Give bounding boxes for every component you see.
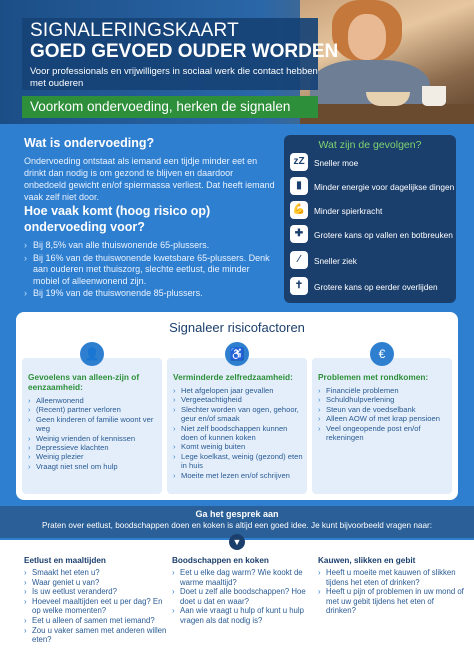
questions-heading: Eetlust en maaltijden <box>24 556 106 565</box>
list-item: › Doet u zelf alle boodschappen? Hoe doet u dat en waar? <box>172 587 318 606</box>
conversation-text: Praten over eetlust, boodschappen doen en koken is altijd een goed idee. Je kunt bijvoorbeeld vragen naar: <box>41 521 433 530</box>
list-item: › Heeft u moeite met kauwen of slikken tijdens het eten of drinken? <box>318 568 464 587</box>
risk-heading: Signaleer risicofactoren <box>169 320 305 335</box>
list-item: › Het afgelopen jaar gevallen <box>173 386 305 395</box>
consequence-item <box>290 225 454 245</box>
walker-icon: ♿ <box>225 342 249 366</box>
questions-list <box>172 568 318 626</box>
risk-list <box>318 386 450 442</box>
list-item: › Weinig vrienden of kennissen <box>28 434 160 443</box>
what-heading: Wat is ondervoeding? <box>24 136 155 150</box>
list-item: › Weinig plezier <box>28 452 160 461</box>
risk-list <box>28 396 160 471</box>
list-item: › Smaakt het eten u? <box>24 568 170 578</box>
coins-icon: € <box>370 342 394 366</box>
list-item: › Geen kinderen of familie woont ver weg <box>28 415 160 434</box>
list-item: › Slechter worden van ogen, gehoor, geur en/of smaak <box>173 405 305 424</box>
questions-list <box>24 568 170 645</box>
list-item: › Is uw eetlust veranderd? <box>24 587 170 597</box>
list-item: › Bij 19% van de thuiswonende 85-plussers. <box>24 288 276 300</box>
list-item: › Komt weinig buiten <box>173 442 305 451</box>
consequence-label: Grotere kans op vallen en botbreuken <box>314 230 453 240</box>
list-item: › Zou u vaker samen met anderen willen eten? <box>24 626 170 645</box>
battery-icon: ▮ <box>290 177 308 195</box>
list-item: › Eet u alleen of samen met iemand? <box>24 616 170 626</box>
consequence-item <box>290 251 454 271</box>
list-item: › Depressieve klachten <box>28 443 160 452</box>
list-item: › Vergeetachtigheid <box>173 395 305 404</box>
questions-list <box>318 568 464 616</box>
banner <box>22 96 318 118</box>
frequency-heading: Hoe vaak komt (hoog risico op) ondervoeding voor? <box>24 204 211 234</box>
list-item: › (Recent) partner verloren <box>28 405 160 414</box>
list-item: › Alleen AOW of met krap pensioen <box>318 414 450 423</box>
questions-section <box>0 540 474 663</box>
title-line1: SIGNALERINGSKAART <box>30 20 239 41</box>
risk-column-heading: Verminderde zelfredzaamheid: <box>173 372 293 382</box>
questions-heading: Kauwen, slikken en gebit <box>318 556 416 565</box>
consequence-item <box>290 177 454 197</box>
risk-column-finances <box>312 347 452 494</box>
consequence-item <box>290 201 454 221</box>
risk-list <box>173 386 305 480</box>
cross-icon: ✝ <box>290 277 308 295</box>
consequence-item <box>290 153 454 173</box>
consequence-label: Grotere kans op eerder overlijden <box>314 282 438 292</box>
consequence-label: Minder energie voor dagelijkse dingen <box>314 182 455 192</box>
questions-column <box>318 556 464 616</box>
list-item: › Heeft u pijn of problemen in uw mond of met uw gebit tijdens het eten of drinken? <box>318 587 464 616</box>
questions-column <box>172 556 318 626</box>
what-text: Ondervoeding ontstaat als iemand een tijdje minder eet en drinkt dan nodig is om gezond te blijven en daardoor onbedoeld gewicht en/of spiermassa verliest. Dat heeft iemand vaak zelf niet door. <box>24 156 275 202</box>
list-item: › Eet u elke dag warm? Wie kookt de warme maaltijd? <box>172 568 318 587</box>
bandage-icon: ✚ <box>290 225 308 243</box>
risk-column-heading: Problemen met rondkomen: <box>318 372 429 382</box>
title-line2: GOED GEVOED OUDER WORDEN <box>30 41 339 62</box>
risk-panel <box>16 312 458 500</box>
list-item: › Waar geniet u van? <box>24 578 170 588</box>
list-item: › Alleenwonend <box>28 396 160 405</box>
consequence-label: Minder spierkracht <box>314 206 383 216</box>
consequences-box <box>284 135 456 303</box>
consequence-label: Sneller ziek <box>314 256 357 266</box>
list-item: › Bij 8,5% van alle thuiswonende 65-plussers. <box>24 240 276 252</box>
mug-icon <box>422 86 446 106</box>
consequences-heading: Wat zijn de gevolgen? <box>318 139 422 151</box>
list-item: › Schuldhulpverlening <box>318 395 450 404</box>
list-item: › Steun van de voedselbank <box>318 405 450 414</box>
conversation-heading: Ga het gesprek aan <box>195 509 279 519</box>
consequence-item <box>290 277 454 297</box>
risk-column-self-reliance <box>167 347 307 494</box>
consequence-label: Sneller moe <box>314 158 359 168</box>
person-icon: 👤 <box>80 342 104 366</box>
chevron-down-icon: ▼ <box>229 534 245 550</box>
list-item: › Financiële problemen <box>318 386 450 395</box>
risk-column-heading: Gevoelens van alleen-zijn of eenzaamheid: <box>28 372 140 392</box>
arm-muscle-icon: 💪 <box>290 201 308 219</box>
list-item: › Veel ongeopende post en/of rekeningen <box>318 424 450 443</box>
questions-column <box>24 556 170 645</box>
header <box>0 0 474 124</box>
list-item: › Niet zelf boodschappen kunnen doen of kunnen koken <box>173 424 305 443</box>
risk-column-loneliness <box>22 347 162 494</box>
syringe-icon: ⁄ <box>290 251 308 269</box>
list-item: › Moeite met lezen en/of schrijven <box>173 471 305 480</box>
zzz-icon: zZ <box>290 153 308 171</box>
list-item: › Bij 16% van de thuiswonende kwetsbare 65-plussers. Denk aan ouderen met thuiszorg, slechte eetlust, die minder mobiel of alleenwonend zijn. <box>24 253 276 288</box>
list-item: › Aan wie vraagt u hulp of kunt u hulp vragen als dat nodig is? <box>172 606 318 625</box>
banner-text: Voorkom ondervoeding, herken de signalen <box>30 99 291 114</box>
list-item: › Hoeveel maaltijden eet u per dag? En op welke momenten? <box>24 597 170 616</box>
list-item: › Lege koelkast, weinig (gezond) eten in huis <box>173 452 305 471</box>
frequency-list <box>24 240 276 301</box>
questions-heading: Boodschappen en koken <box>172 556 269 565</box>
subtitle: Voor professionals en vrijwilligers in sociaal werk die contact hebben met ouderen <box>30 66 318 89</box>
list-item: › Vraagt niet snel om hulp <box>28 462 160 471</box>
